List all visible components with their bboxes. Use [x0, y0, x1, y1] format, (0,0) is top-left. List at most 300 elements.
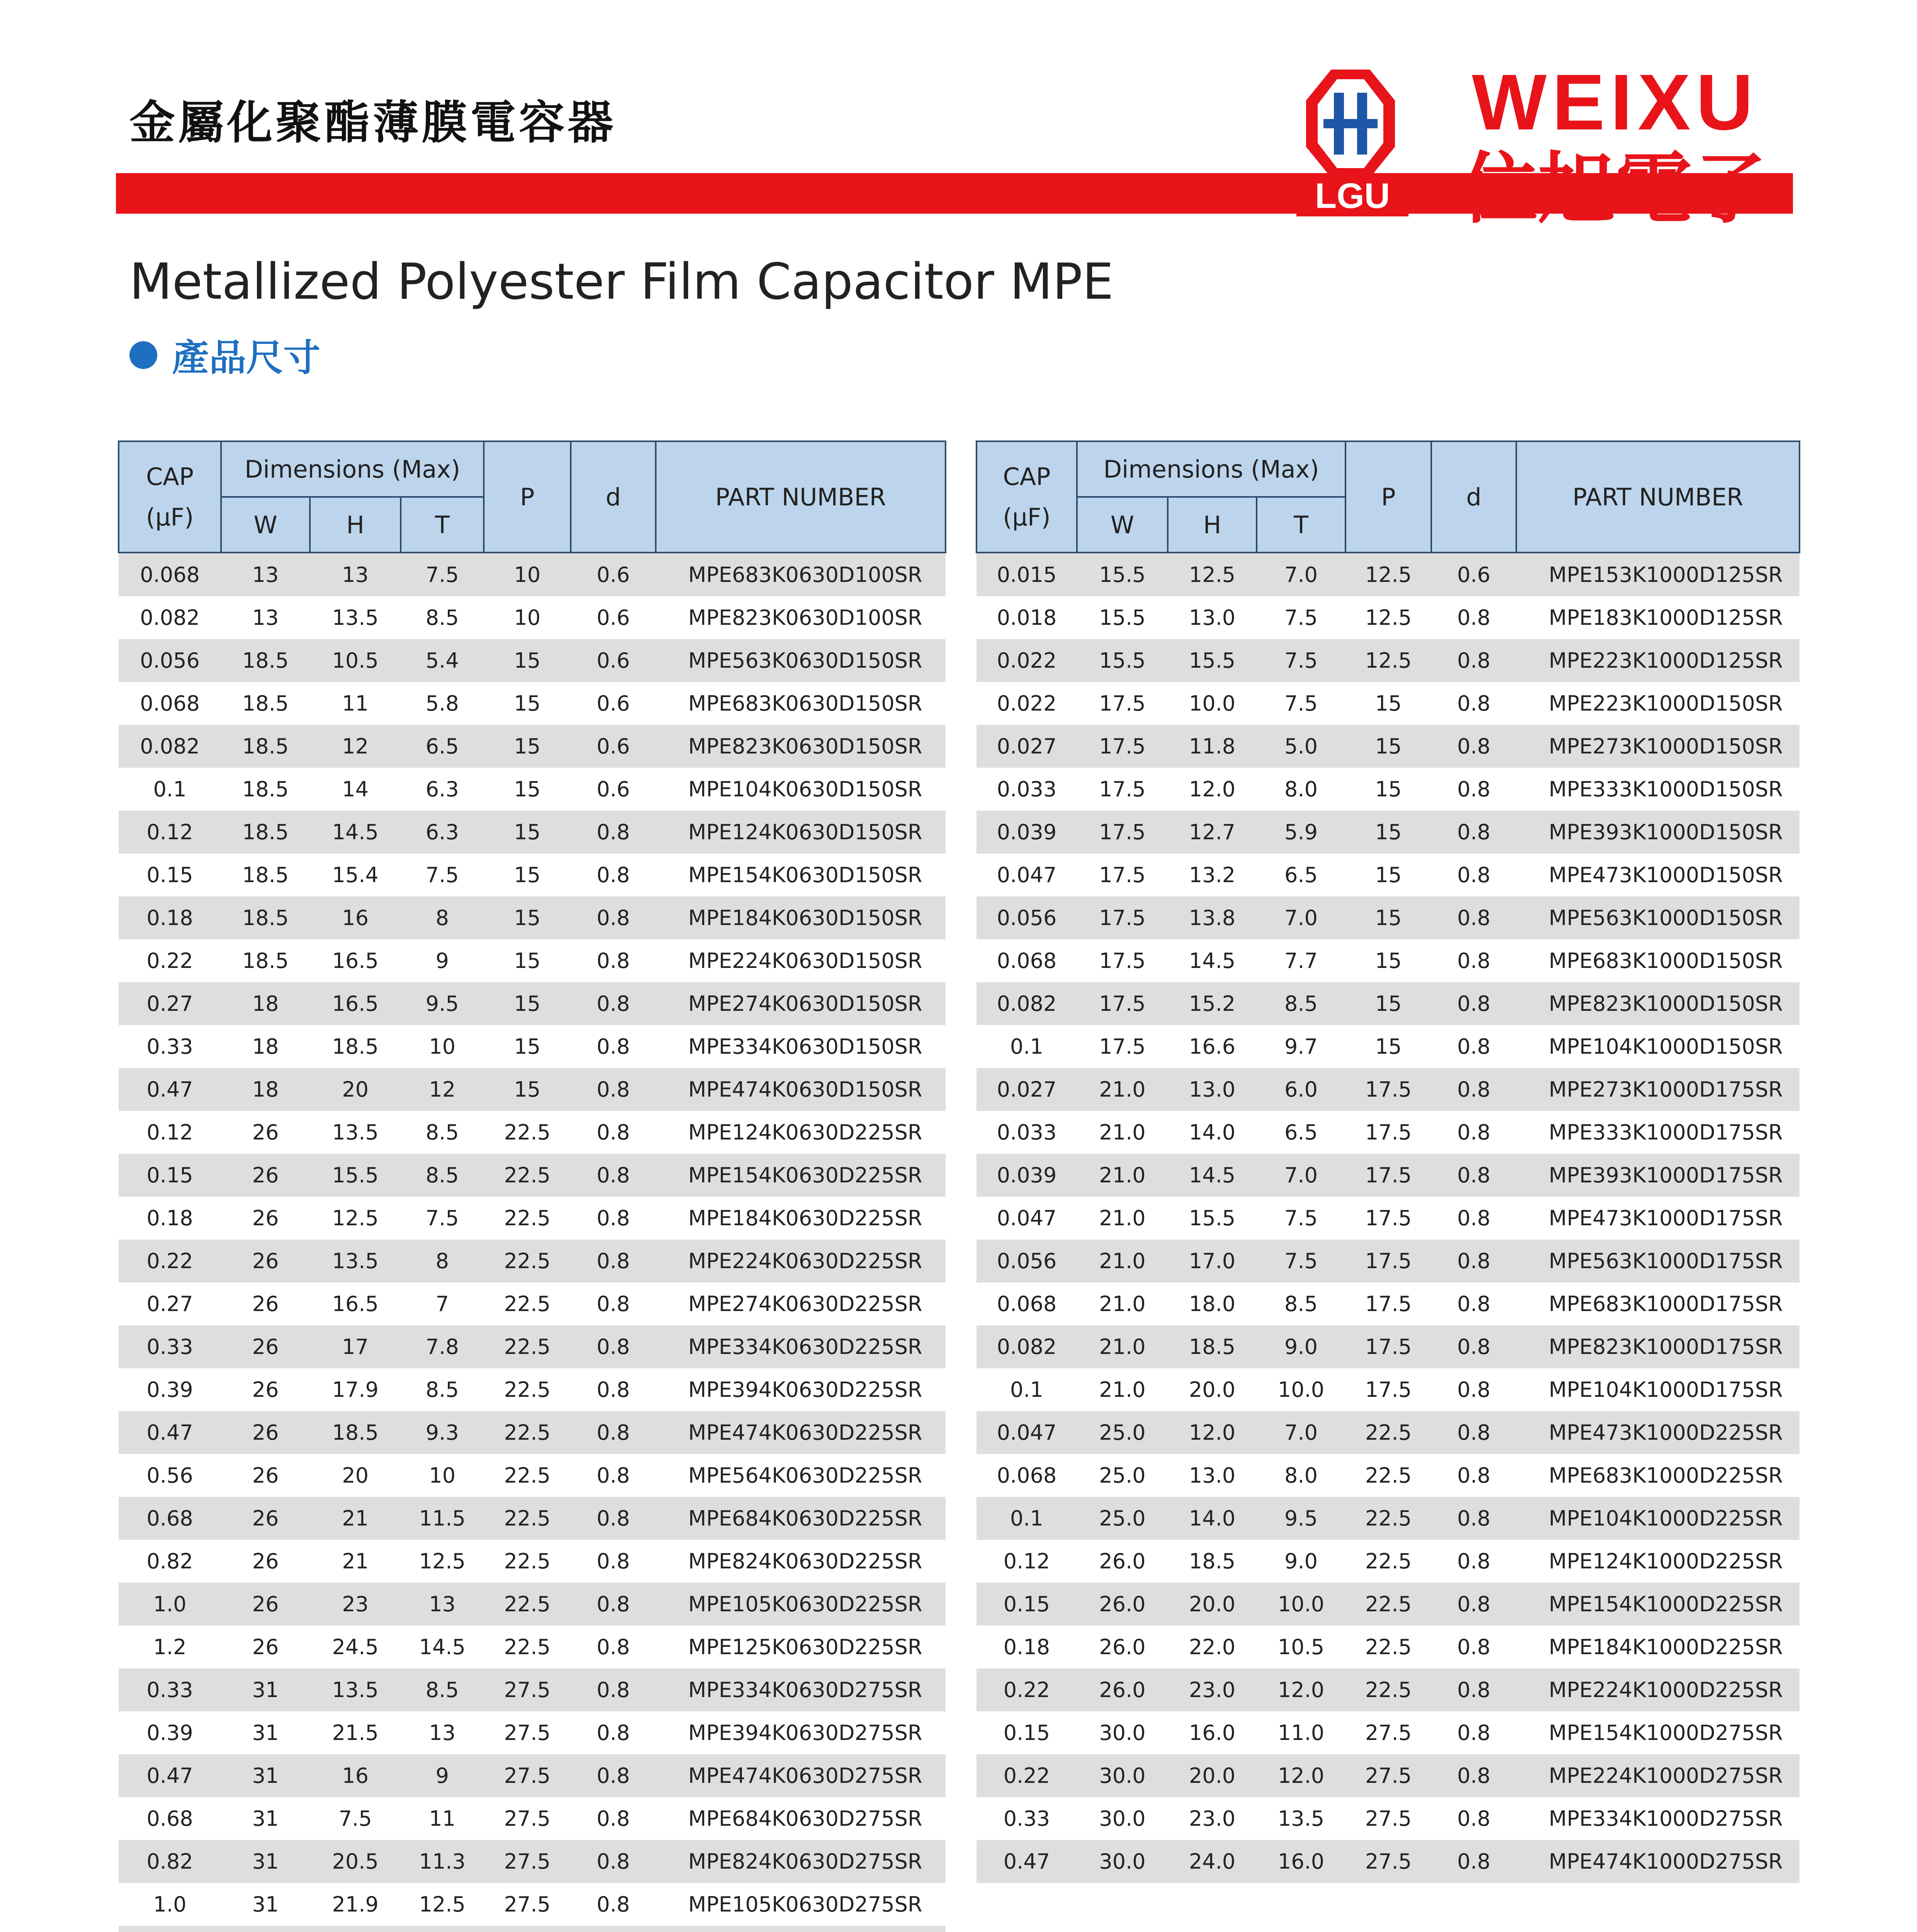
part-number-cell: MPE563K1000D175SR — [1516, 1240, 1800, 1282]
cap-cell: 0.68 — [119, 1497, 221, 1540]
cap-cell: 0.082 — [976, 1325, 1077, 1368]
part-number-cell: MPE474K0630D150SR — [656, 1068, 946, 1111]
h-cell: 7.5 — [310, 1797, 401, 1840]
w-cell: 21.0 — [1077, 1368, 1168, 1411]
p-cell: 17.5 — [1345, 1325, 1431, 1368]
t-cell: 7.0 — [1257, 553, 1345, 596]
h-cell: 13.5 — [310, 1111, 401, 1154]
p-cell: 17.5 — [1345, 1197, 1431, 1240]
table-row — [976, 596, 1800, 639]
t-cell: 5.4 — [401, 639, 484, 682]
t-cell: 6.3 — [401, 768, 484, 811]
table-row — [119, 1025, 946, 1068]
w-cell: 15.5 — [1077, 553, 1168, 596]
table-row — [119, 1197, 946, 1240]
t-cell: 6.5 — [1257, 854, 1345, 896]
w-cell: 31 — [221, 1883, 310, 1926]
p-cell: 22.5 — [1345, 1668, 1431, 1711]
table-row — [976, 1282, 1800, 1325]
d-cell: 0.6 — [571, 553, 656, 596]
h-cell: 16.5 — [310, 1282, 401, 1325]
table-row — [119, 768, 946, 811]
h-cell: 20.0 — [1168, 1368, 1257, 1411]
col-dimensions: Dimensions (Max) — [221, 441, 484, 497]
p-cell: 22.5 — [484, 1282, 571, 1325]
cap-cell: 0.1 — [976, 1025, 1077, 1068]
part-number-cell: MPE154K1000D275SR — [1516, 1711, 1800, 1754]
p-cell: 17.5 — [1345, 1282, 1431, 1325]
w-cell: 17.5 — [1077, 854, 1168, 896]
p-cell: 12.5 — [1345, 596, 1431, 639]
p-cell: 15 — [484, 1025, 571, 1068]
part-number-cell: MPE273K1000D175SR — [1516, 1068, 1800, 1111]
cap-cell: 0.47 — [119, 1068, 221, 1111]
d-cell: 0.8 — [571, 1583, 656, 1626]
cap-cell: 0.22 — [119, 1240, 221, 1282]
table-row — [119, 1068, 946, 1111]
p-cell: 22.5 — [484, 1154, 571, 1197]
w-cell: 18.5 — [221, 811, 310, 854]
d-cell: 0.8 — [1431, 682, 1516, 725]
h-cell: 12.0 — [1168, 768, 1257, 811]
t-cell: 5.9 — [1257, 811, 1345, 854]
h-cell: 13.8 — [1168, 896, 1257, 939]
t-cell: 11 — [401, 1797, 484, 1840]
t-cell: 8.5 — [401, 1368, 484, 1411]
w-cell: 26 — [221, 1368, 310, 1411]
table-row — [976, 1840, 1800, 1883]
h-cell: 15.5 — [1168, 1197, 1257, 1240]
d-cell: 0.8 — [571, 1197, 656, 1240]
cap-cell: 0.047 — [976, 1197, 1077, 1240]
table-row — [119, 1497, 946, 1540]
d-cell: 0.8 — [571, 1797, 656, 1840]
t-cell: 8 — [401, 896, 484, 939]
part-number-cell: MPE474K0630D225SR — [656, 1411, 946, 1454]
part-number-cell: MPE823K0630D100SR — [656, 596, 946, 639]
cap-cell: 0.018 — [976, 596, 1077, 639]
p-cell: 15 — [484, 854, 571, 896]
t-cell: 8.5 — [1257, 1282, 1345, 1325]
p-cell: 15 — [484, 639, 571, 682]
d-cell: 0.8 — [1431, 1240, 1516, 1282]
cap-cell: 0.22 — [119, 939, 221, 982]
t-cell: 13.5 — [1257, 1797, 1345, 1840]
w-cell: 31 — [221, 1668, 310, 1711]
part-number-cell: MPE334K0630D275SR — [656, 1668, 946, 1711]
part-number-cell: MPE154K0630D150SR — [656, 854, 946, 896]
d-cell: 0.8 — [571, 1754, 656, 1797]
part-number-cell: MPE823K1000D150SR — [1516, 982, 1800, 1025]
d-cell: 0.6 — [571, 768, 656, 811]
h-cell: 13.2 — [1168, 854, 1257, 896]
w-cell: 18.5 — [221, 725, 310, 768]
d-cell: 0.8 — [571, 1240, 656, 1282]
w-cell: 18.5 — [221, 768, 310, 811]
w-cell: 30.0 — [1077, 1754, 1168, 1797]
h-cell: 20.0 — [1168, 1754, 1257, 1797]
table-row — [119, 1583, 946, 1626]
h-cell: 21.9 — [310, 1883, 401, 1926]
p-cell — [484, 1926, 571, 1932]
h-cell: 13.5 — [310, 1668, 401, 1711]
col-t: T — [1257, 497, 1345, 553]
col-w: W — [1077, 497, 1168, 553]
h-cell: 20.5 — [310, 1840, 401, 1883]
p-cell: 27.5 — [484, 1840, 571, 1883]
w-cell: 18.5 — [221, 896, 310, 939]
h-cell: 13.0 — [1168, 1454, 1257, 1497]
part-number-cell: MPE184K0630D150SR — [656, 896, 946, 939]
part-number-cell: MPE823K0630D150SR — [656, 725, 946, 768]
part-number-cell: MPE224K0630D225SR — [656, 1240, 946, 1282]
h-cell: 21.5 — [310, 1711, 401, 1754]
p-cell: 27.5 — [484, 1668, 571, 1711]
d-cell: 0.6 — [571, 639, 656, 682]
p-cell: 27.5 — [484, 1711, 571, 1754]
d-cell: 0.8 — [1431, 639, 1516, 682]
h-cell: 24.0 — [1168, 1840, 1257, 1883]
h-cell: 15.5 — [310, 1154, 401, 1197]
table-row — [976, 639, 1800, 682]
part-number-cell: MPE273K1000D150SR — [1516, 725, 1800, 768]
p-cell: 22.5 — [484, 1197, 571, 1240]
w-cell: 30.0 — [1077, 1797, 1168, 1840]
h-cell: 16.0 — [1168, 1711, 1257, 1754]
table-row — [976, 1497, 1800, 1540]
h-cell: 23.0 — [1168, 1797, 1257, 1840]
t-cell: 11.0 — [1257, 1711, 1345, 1754]
h-cell: 16.6 — [1168, 1025, 1257, 1068]
w-cell: 21.0 — [1077, 1282, 1168, 1325]
part-number-cell: MPE394K0630D275SR — [656, 1711, 946, 1754]
cap-cell: 0.033 — [976, 1111, 1077, 1154]
table-row — [976, 725, 1800, 768]
t-cell: 16.0 — [1257, 1840, 1345, 1883]
table-row — [119, 1540, 946, 1583]
part-number-cell: MPE684K0630D275SR — [656, 1797, 946, 1840]
d-cell: 0.8 — [571, 1025, 656, 1068]
table-row — [119, 1325, 946, 1368]
t-cell: 6.5 — [1257, 1111, 1345, 1154]
p-cell: 27.5 — [1345, 1840, 1431, 1883]
cap-cell: 0.022 — [976, 682, 1077, 725]
col-cap: CAP (μF) — [119, 441, 221, 553]
col-d: d — [571, 441, 656, 553]
part-number-cell: MPE153K1000D125SR — [1516, 553, 1800, 596]
w-cell: 13 — [221, 553, 310, 596]
part-number-cell: MPE104K0630D150SR — [656, 768, 946, 811]
t-cell: 11.3 — [401, 1840, 484, 1883]
p-cell: 15 — [1345, 1025, 1431, 1068]
part-number-cell: MPE274K0630D225SR — [656, 1282, 946, 1325]
p-cell: 10 — [484, 596, 571, 639]
d-cell: 0.8 — [1431, 1626, 1516, 1668]
t-cell: 12.5 — [401, 1540, 484, 1583]
part-number-cell: MPE154K0630D225SR — [656, 1154, 946, 1197]
t-cell: 7.5 — [1257, 596, 1345, 639]
logo-lgu-text: LGU — [1315, 176, 1390, 216]
section-heading — [129, 328, 320, 381]
t-cell: 9.3 — [401, 1411, 484, 1454]
table-row — [119, 1754, 946, 1797]
p-cell: 27.5 — [1345, 1711, 1431, 1754]
w-cell: 25.0 — [1077, 1454, 1168, 1497]
table-row — [976, 1325, 1800, 1368]
p-cell: 15 — [1345, 811, 1431, 854]
table-row — [976, 682, 1800, 725]
t-cell: 8.0 — [1257, 768, 1345, 811]
t-cell: 13 — [401, 1583, 484, 1626]
table-row — [119, 1454, 946, 1497]
w-cell: 21.0 — [1077, 1154, 1168, 1197]
logo-cn-text: 位旭電子 — [1460, 144, 1770, 224]
cap-cell: 0.039 — [976, 1154, 1077, 1197]
h-cell: 13 — [310, 553, 401, 596]
cap-cell: 0.047 — [976, 1411, 1077, 1454]
w-cell: 26 — [221, 1197, 310, 1240]
t-cell: 5.8 — [401, 682, 484, 725]
table-row — [119, 725, 946, 768]
d-cell: 0.8 — [1431, 896, 1516, 939]
part-number-cell: MPE224K1000D275SR — [1516, 1754, 1800, 1797]
d-cell: 0.6 — [571, 682, 656, 725]
d-cell: 0.8 — [1431, 1540, 1516, 1583]
table-row — [976, 1454, 1800, 1497]
part-number-cell: MPE473K1000D175SR — [1516, 1197, 1800, 1240]
p-cell: 17.5 — [1345, 1368, 1431, 1411]
w-cell: 26.0 — [1077, 1540, 1168, 1583]
cap-cell: 0.1 — [976, 1497, 1077, 1540]
p-cell: 22.5 — [1345, 1454, 1431, 1497]
table-row — [119, 1411, 946, 1454]
col-h: H — [1168, 497, 1257, 553]
table-row — [976, 939, 1800, 982]
h-cell: 13.0 — [1168, 596, 1257, 639]
part-number-cell: MPE823K1000D175SR — [1516, 1325, 1800, 1368]
table-row — [119, 1711, 946, 1754]
w-cell: 26 — [221, 1497, 310, 1540]
cap-cell: 0.18 — [119, 1197, 221, 1240]
h-cell: 21 — [310, 1497, 401, 1540]
cap-cell: 0.082 — [119, 596, 221, 639]
table-row — [976, 1025, 1800, 1068]
part-number-cell: MPE824K0630D225SR — [656, 1540, 946, 1583]
col-t: T — [401, 497, 484, 553]
h-cell: 22.0 — [1168, 1626, 1257, 1668]
t-cell: 7.5 — [401, 553, 484, 596]
p-cell: 27.5 — [1345, 1797, 1431, 1840]
table-row — [119, 553, 946, 596]
table-row — [119, 939, 946, 982]
h-cell: 13.0 — [1168, 1068, 1257, 1111]
t-cell: 7.0 — [1257, 1154, 1345, 1197]
d-cell: 0.8 — [1431, 1583, 1516, 1626]
t-cell: 9 — [401, 939, 484, 982]
table-row — [119, 854, 946, 896]
table-row — [976, 1754, 1800, 1797]
col-w: W — [221, 497, 310, 553]
h-cell: 23.0 — [1168, 1668, 1257, 1711]
p-cell: 22.5 — [484, 1368, 571, 1411]
p-cell: 15 — [484, 768, 571, 811]
t-cell: 9.5 — [401, 982, 484, 1025]
w-cell: 26.0 — [1077, 1583, 1168, 1626]
t-cell: 14.5 — [401, 1626, 484, 1668]
p-cell: 15 — [1345, 854, 1431, 896]
t-cell: 8.5 — [401, 1111, 484, 1154]
table-row — [976, 1668, 1800, 1711]
t-cell: 7.5 — [401, 1197, 484, 1240]
w-cell: 18.5 — [221, 939, 310, 982]
h-cell: 20.0 — [1168, 1583, 1257, 1626]
table-row — [119, 1240, 946, 1282]
w-cell: 25.0 — [1077, 1411, 1168, 1454]
w-cell: 18.5 — [221, 682, 310, 725]
t-cell: 9 — [401, 1754, 484, 1797]
part-number-cell: MPE824K0630D275SR — [656, 1840, 946, 1883]
p-cell: 15 — [484, 896, 571, 939]
w-cell: 17.5 — [1077, 1025, 1168, 1068]
part-number-cell: MPE683K0630D150SR — [656, 682, 946, 725]
col-d: d — [1431, 441, 1516, 553]
d-cell: 0.8 — [571, 1154, 656, 1197]
d-cell: 0.8 — [1431, 854, 1516, 896]
table-row — [119, 1668, 946, 1711]
cap-cell: 0.18 — [976, 1626, 1077, 1668]
p-cell: 15 — [1345, 939, 1431, 982]
cap-cell: 0.1 — [119, 768, 221, 811]
table-row — [976, 1154, 1800, 1197]
part-number-cell: MPE333K1000D150SR — [1516, 768, 1800, 811]
h-cell: 12 — [310, 725, 401, 768]
cap-cell: 0.056 — [976, 1240, 1077, 1282]
t-cell: 6.5 — [401, 725, 484, 768]
cap-cell: 0.082 — [119, 725, 221, 768]
t-cell: 7.8 — [401, 1325, 484, 1368]
p-cell: 22.5 — [484, 1497, 571, 1540]
t-cell: 7.0 — [1257, 896, 1345, 939]
h-cell: 21 — [310, 1540, 401, 1583]
cap-cell: 1.0 — [119, 1583, 221, 1626]
h-cell: 10.0 — [1168, 682, 1257, 725]
d-cell: 0.8 — [571, 1325, 656, 1368]
cap-cell: 0.056 — [976, 896, 1077, 939]
part-number-cell: MPE223K1000D150SR — [1516, 682, 1800, 725]
table-row — [119, 1797, 946, 1840]
t-cell: 10 — [401, 1025, 484, 1068]
d-cell: 0.8 — [571, 811, 656, 854]
d-cell: 0.8 — [1431, 1025, 1516, 1068]
part-number-cell: MPE334K0630D225SR — [656, 1325, 946, 1368]
w-cell: 21.0 — [1077, 1240, 1168, 1282]
d-cell: 0.8 — [571, 1711, 656, 1754]
d-cell: 0.6 — [571, 725, 656, 768]
table-row — [976, 1368, 1800, 1411]
t-cell: 7.5 — [1257, 1240, 1345, 1282]
d-cell: 0.8 — [1431, 1368, 1516, 1411]
p-cell: 12.5 — [1345, 553, 1431, 596]
cap-cell: 0.15 — [119, 1154, 221, 1197]
h-cell: 12.0 — [1168, 1411, 1257, 1454]
w-cell: 26 — [221, 1240, 310, 1282]
p-cell: 22.5 — [1345, 1540, 1431, 1583]
w-cell: 17.5 — [1077, 768, 1168, 811]
cap-cell: 0.39 — [119, 1711, 221, 1754]
d-cell: 0.8 — [1431, 1454, 1516, 1497]
weixu-logo — [1283, 58, 1812, 224]
cap-cell: 0.18 — [119, 896, 221, 939]
cap-cell: 0.068 — [119, 553, 221, 596]
d-cell: 0.8 — [1431, 725, 1516, 768]
p-cell: 15 — [484, 939, 571, 982]
p-cell: 22.5 — [484, 1454, 571, 1497]
cap-cell — [119, 1926, 221, 1932]
cap-cell: 0.47 — [976, 1840, 1077, 1883]
t-cell: 9.0 — [1257, 1325, 1345, 1368]
p-cell: 15 — [1345, 682, 1431, 725]
part-number-cell: MPE183K1000D125SR — [1516, 596, 1800, 639]
w-cell: 17.5 — [1077, 811, 1168, 854]
table-1000v-continued — [976, 440, 1800, 1883]
cap-cell: 0.27 — [119, 1282, 221, 1325]
t-cell: 10.5 — [1257, 1626, 1345, 1668]
w-cell: 18 — [221, 1025, 310, 1068]
part-number-cell: MPE274K0630D150SR — [656, 982, 946, 1025]
d-cell: 0.8 — [1431, 1668, 1516, 1711]
d-cell: 0.8 — [571, 1411, 656, 1454]
part-number-cell: MPE683K1000D225SR — [1516, 1454, 1800, 1497]
w-cell: 21.0 — [1077, 1111, 1168, 1154]
table-row — [976, 1626, 1800, 1668]
part-number-cell: MPE474K1000D275SR — [1516, 1840, 1800, 1883]
h-cell: 13.5 — [310, 1240, 401, 1282]
d-cell: 0.8 — [1431, 1711, 1516, 1754]
d-cell: 0.8 — [1431, 982, 1516, 1025]
h-cell: 14.5 — [1168, 1154, 1257, 1197]
cap-cell: 0.082 — [976, 982, 1077, 1025]
table-row — [119, 1154, 946, 1197]
w-cell: 25.0 — [1077, 1497, 1168, 1540]
h-cell: 16 — [310, 896, 401, 939]
part-number-cell: MPE125K0630D225SR — [656, 1626, 946, 1668]
p-cell: 22.5 — [484, 1540, 571, 1583]
cap-cell: 0.33 — [119, 1025, 221, 1068]
part-number-cell: MPE473K1000D150SR — [1516, 854, 1800, 896]
part-number-cell: MPE684K0630D225SR — [656, 1497, 946, 1540]
p-cell: 15 — [1345, 768, 1431, 811]
cap-cell: 0.33 — [976, 1797, 1077, 1840]
h-cell: 17.0 — [1168, 1240, 1257, 1282]
cap-cell: 0.027 — [976, 1068, 1077, 1111]
d-cell: 0.8 — [571, 1497, 656, 1540]
p-cell: 27.5 — [484, 1754, 571, 1797]
cap-cell: 0.056 — [119, 639, 221, 682]
w-cell: 26.0 — [1077, 1626, 1168, 1668]
h-cell: 15.2 — [1168, 982, 1257, 1025]
t-cell: 7.5 — [1257, 639, 1345, 682]
d-cell: 0.8 — [1431, 1325, 1516, 1368]
cap-cell: 0.1 — [976, 1368, 1077, 1411]
table-row — [976, 1583, 1800, 1626]
h-cell: 20 — [310, 1068, 401, 1111]
t-cell: 7.7 — [1257, 939, 1345, 982]
table-row — [976, 553, 1800, 596]
part-number-cell: MPE104K1000D175SR — [1516, 1368, 1800, 1411]
table-row — [976, 982, 1800, 1025]
w-cell: 15.5 — [1077, 639, 1168, 682]
p-cell: 22.5 — [484, 1626, 571, 1668]
